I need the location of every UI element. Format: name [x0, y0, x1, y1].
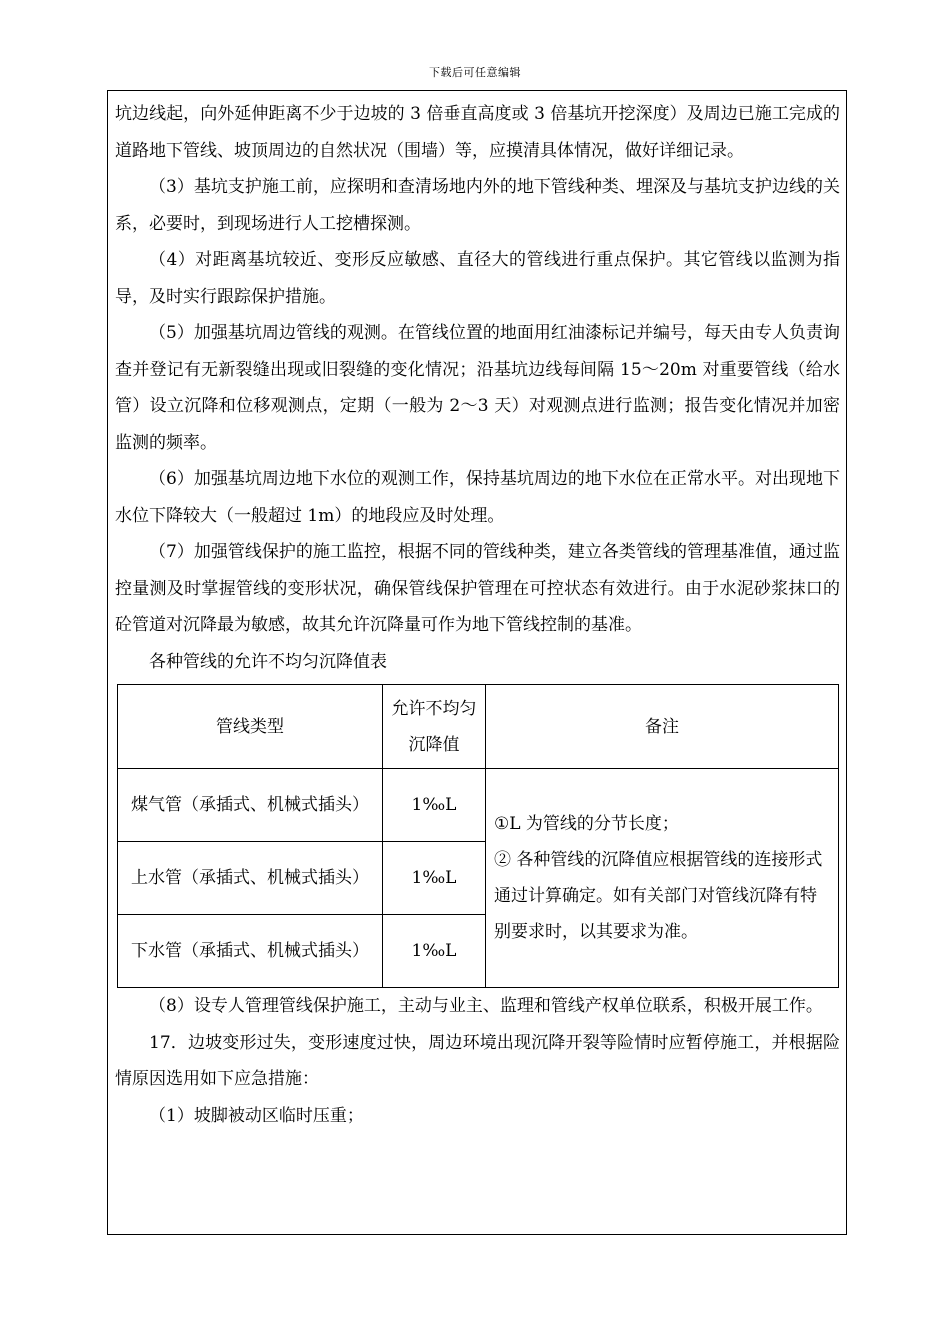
- paragraph: 坑边线起，向外延伸距离不少于边坡的 3 倍垂直高度或 3 倍基坑开挖深度）及周边已施工完成的道路地下管线、坡顶周边的自然状况（围墙）等，应摸清具体情况，做好详细记录。: [115, 104, 840, 161]
- paragraph: （4）对距离基坑较近、变形反应敏感、直径大的管线进行重点保护。其它管线以监测为指导，及时实行跟踪保护措施。: [115, 250, 840, 307]
- paragraph: 17．边坡变形过失，变形速度过快，周边环境出现沉降开裂等险情时应暂停施工，并根据险情原因选用如下应急措施：: [115, 1032, 840, 1089]
- table-cell-type: 上水管（承插式、机械式插头）: [118, 842, 383, 915]
- note-item: ①L 为管线的分节长度；: [494, 814, 679, 834]
- table-caption: 各种管线的允许不均匀沉降值表: [149, 651, 387, 672]
- table-cell-type: 下水管（承插式、机械式插头）: [118, 915, 383, 988]
- paragraph: （7）加强管线保护的施工监控，根据不同的管线种类，建立各类管线的管理基准值，通过监控量测及时掌握管线的变形状况，确保管线保护管理在可控状态有效进行。由于水泥砂浆抹口的砼管道对沉降最为敏感，故其允许沉降量可作为地下管线控制的基准。: [115, 542, 840, 635]
- table-header-cell: 管线类型: [118, 685, 383, 769]
- paragraph: （1）坡脚被动区临时压重；: [149, 1105, 364, 1126]
- document-body: [115, 96, 840, 1134]
- paragraph: （3）基坑支护施工前，应探明和查清场地内外的地下管线种类、埋深及与基坑支护边线的关系，必要时，到现场进行人工挖槽探测。: [115, 177, 840, 234]
- table-header-row: [118, 685, 839, 769]
- table-header-cell: 允许不均匀沉降值: [383, 685, 486, 769]
- table-row: [118, 769, 839, 842]
- paragraph: （6）加强基坑周边地下水位的观测工作，保持基坑周边的地下水位在正常水平。对出现地下水位下降较大（一般超过 1m）的地段应及时处理。: [115, 469, 840, 526]
- table-cell-value: 1‰L: [383, 769, 486, 842]
- table-cell-value: 1‰L: [383, 915, 486, 988]
- note-item: ② 各种管线的沉降值应根据管线的连接形式通过计算确定。如有关部门对管线沉降有特别要求时，以其要求为准。: [494, 850, 823, 942]
- table-cell-type: 煤气管（承插式、机械式插头）: [118, 769, 383, 842]
- table-cell-value: 1‰L: [383, 842, 486, 915]
- paragraph: （8）设专人管理管线保护施工，主动与业主、监理和管线产权单位联系，积极开展工作。: [149, 996, 823, 1016]
- paragraph: （5）加强基坑周边管线的观测。在管线位置的地面用红油漆标记并编号，每天由专人负责询查并登记有无新裂缝出现或旧裂缝的变化情况；沿基坑边线每间隔 15～20m 对重要管线（给水管）设立沉降和位移观测点，定期（一般为 2～3 天）对观测点进行监测；报告变化情况并加密监测的频率。: [115, 323, 840, 453]
- table-cell-note: [486, 769, 839, 988]
- page-header-watermark: 下载后可任意编辑: [429, 66, 521, 79]
- table-header-cell: 备注: [486, 685, 839, 769]
- settlement-table: [117, 684, 839, 988]
